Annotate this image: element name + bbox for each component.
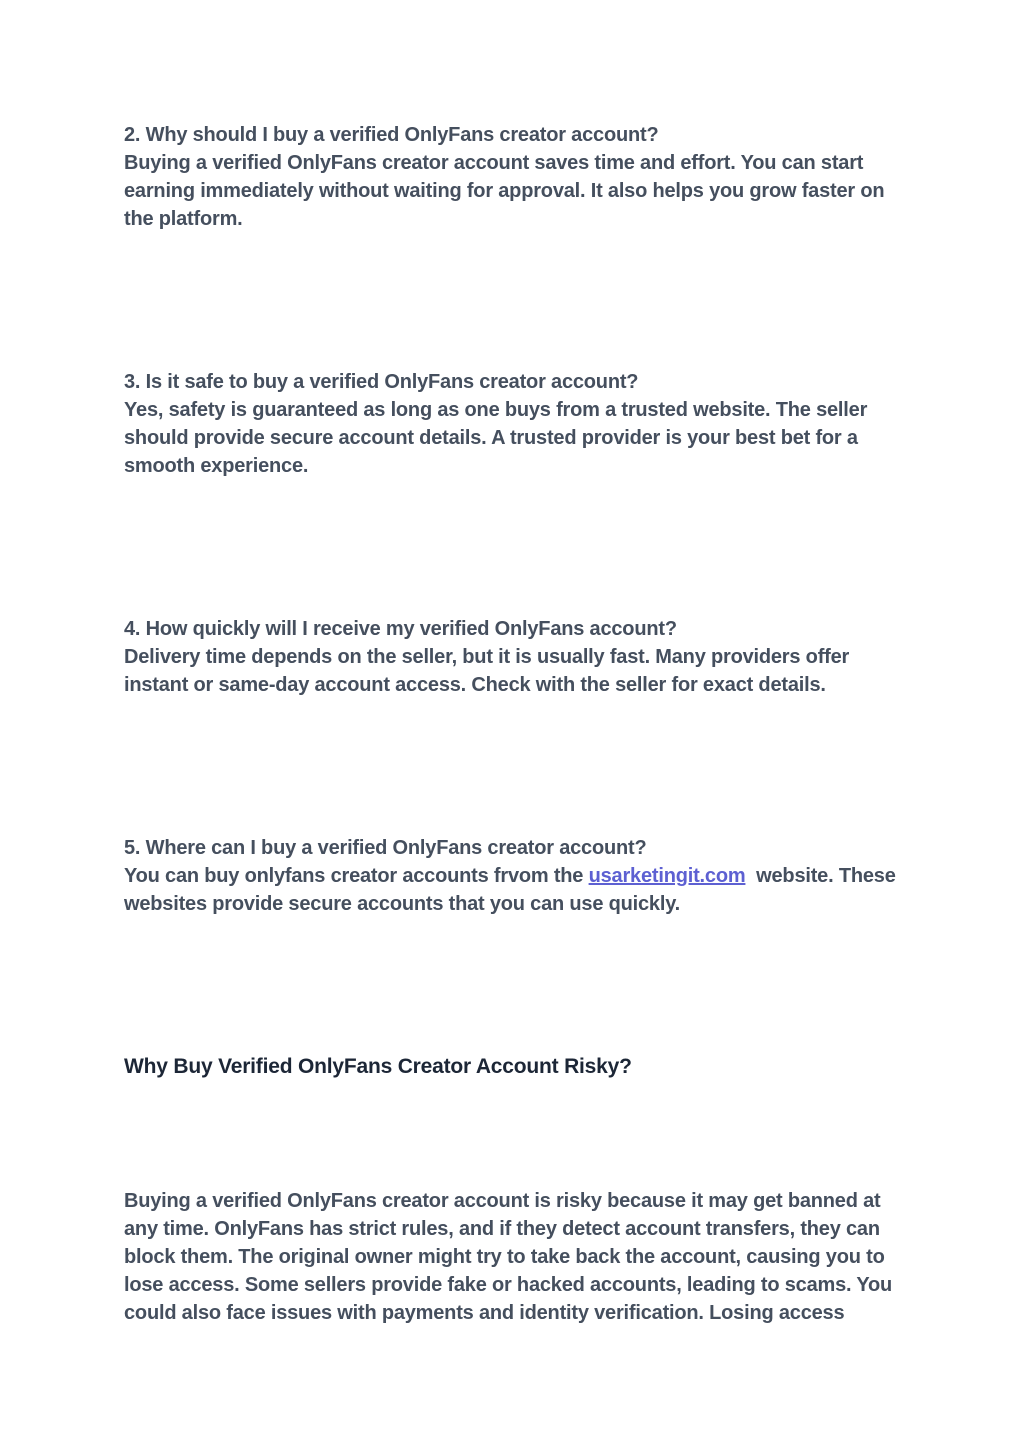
faq-answer-line: smooth experience.	[124, 455, 309, 477]
faq-answer-line: Delivery time depends on the seller, but it is usually fast. Many providers offer	[124, 646, 850, 668]
faq-answer-line: Yes, safety is guaranteed as long as one buys from a trusted website. The seller	[124, 399, 868, 421]
faq-item-5	[124, 834, 964, 918]
faq-question: 4. How quickly will I receive my verified OnlyFans account?	[124, 618, 677, 640]
faq-answer-line: websites provide secure accounts that you can use quickly.	[124, 893, 680, 915]
risk-section-heading: Why Buy Verified OnlyFans Creator Account Risky?	[124, 1055, 632, 1078]
usarketingit-link[interactable]: usarketingit.com	[588, 865, 746, 887]
risk-paragraph-line: block them. The original owner might try to take back the account, causing you to	[124, 1246, 885, 1268]
risk-paragraph	[124, 1187, 964, 1327]
faq-item-2	[124, 121, 964, 233]
faq-answer-line: Buying a verified OnlyFans creator account saves time and effort. You can start	[124, 152, 864, 174]
risk-paragraph-line: lose access. Some sellers provide fake or hacked accounts, leading to scams. You	[124, 1274, 893, 1296]
faq-answer-line: should provide secure account details. A trusted provider is your best bet for a	[124, 427, 858, 449]
faq-question: 5. Where can I buy a verified OnlyFans creator account?	[124, 837, 647, 859]
risk-paragraph-line: could also face issues with payments and identity verification. Losing access	[124, 1302, 845, 1324]
faq-answer-line: earning immediately without waiting for approval. It also helps you grow faster on	[124, 180, 885, 202]
faq-answer-line-with-link	[124, 862, 964, 890]
faq-answer-line: the platform.	[124, 208, 243, 230]
faq-answer-line: instant or same-day account access. Check with the seller for exact details.	[124, 674, 826, 696]
answer-text-after-link: website. These	[745, 865, 896, 887]
faq-item-3	[124, 368, 964, 480]
faq-item-4	[124, 615, 964, 699]
answer-text-before-link: You can buy onlyfans creator accounts frvom the	[124, 865, 589, 887]
risk-paragraph-line: any time. OnlyFans has strict rules, and if they detect account transfers, they can	[124, 1218, 880, 1240]
risk-paragraph-line: Buying a verified OnlyFans creator account is risky because it may get banned at	[124, 1190, 881, 1212]
faq-question: 2. Why should I buy a verified OnlyFans creator account?	[124, 124, 659, 146]
faq-question: 3. Is it safe to buy a verified OnlyFans creator account?	[124, 371, 639, 393]
